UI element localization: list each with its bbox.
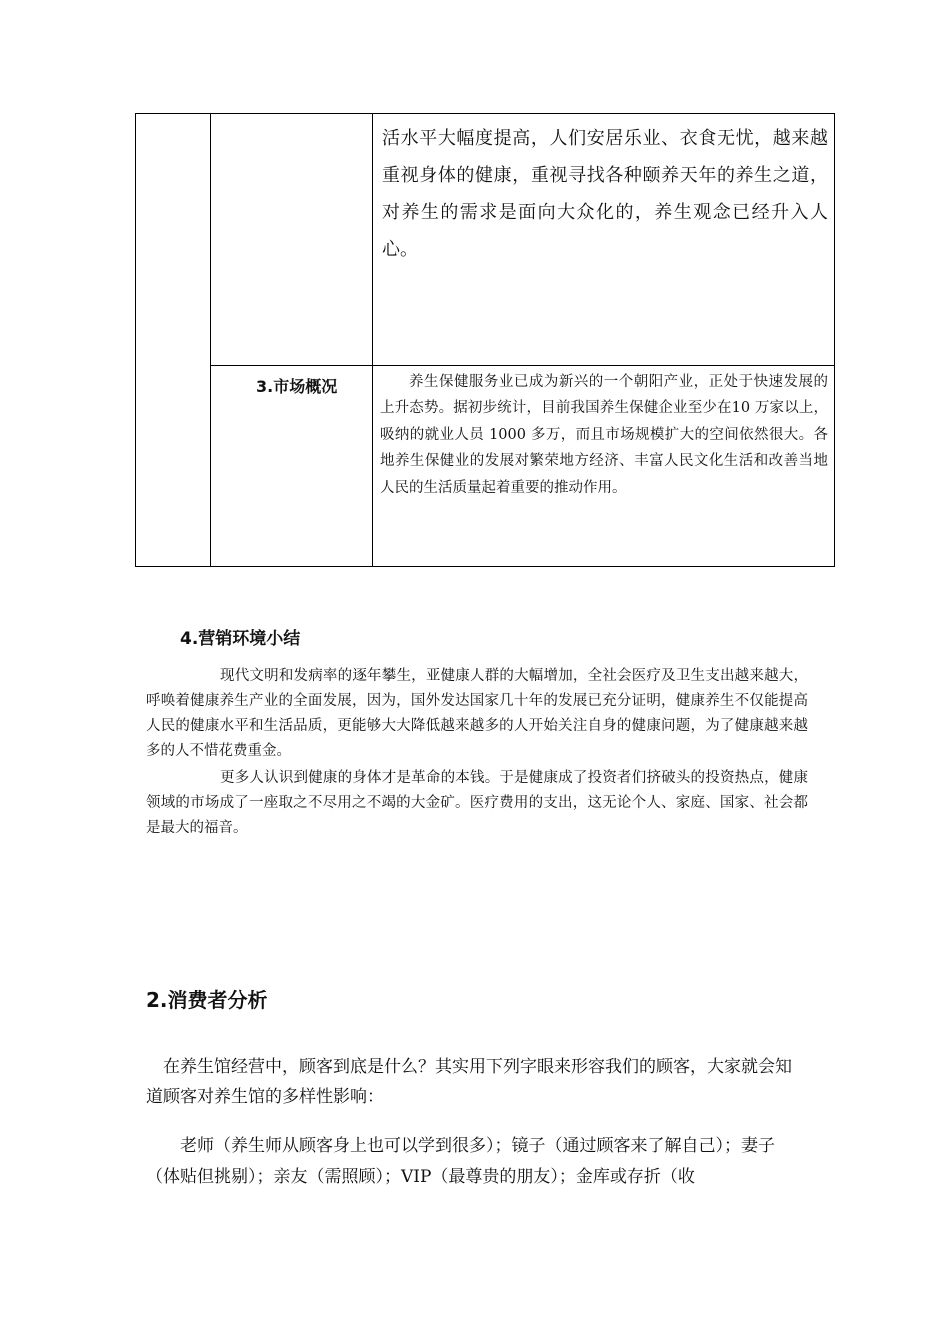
table-column-divider [210, 114, 211, 566]
paragraph: 在养生馆经营中，顾客到底是什么？其实用下列字眼来形容我们的顾客，大家就会知道顾客对养生馆的多样性影响： [146, 1057, 792, 1107]
section-heading: 2.消费者分析 [146, 988, 268, 1012]
table-row-label: 3.市场概况 [256, 377, 338, 396]
table-cell-content: 活水平大幅度提高，人们安居乐业、衣食无忧，越来越重视身体的健康，重视寻找各种颐养天年的养生之道，对养生的需求是面向大众化的，养生观念已经升入人心。 [382, 128, 828, 260]
paragraph: 更多人认识到健康的身体才是革命的本钱。于是健康成了投资者们挤破头的投资热点，健康领域的市场成了一座取之不尽用之不竭的大金矿。医疗费用的支出，这无论个人、家庭、国家、社会都是最大的福音。 [146, 770, 808, 836]
table-column-divider [372, 114, 373, 566]
table-row-divider [210, 365, 834, 366]
table-cell-content: 养生保健服务业已成为新兴的一个朝阳产业，正处于快速发展的上升态势。据初步统计，目前我国养生保健企业至少在10 万家以上，吸纳的就业人员 1000 多万，而且市场规模扩大的空间依然很大。各地养生保健业的发展对繁荣地方经济、丰富人民文化生活和改善当地人民的生活质量起着重要的推动作用。 [380, 374, 828, 496]
paragraph: 现代文明和发病率的逐年攀生，亚健康人群的大幅增加，全社会医疗及卫生支出越来越大，呼唤着健康养生产业的全面发展，因为，国外发达国家几十年的发展已充分证明，健康养生不仅能提高人民的健康水平和生活品质，更能够大大降低越来越多的人开始关注自身的健康问题，为了健康越来越多的人不惜花费重金。 [146, 668, 808, 759]
section-heading: 4.营销环境小结 [180, 629, 301, 649]
paragraph: 老师（养生师从顾客身上也可以学到很多）；镜子（通过顾客来了解自己）；妻子（体贴但挑剔）；亲友（需照顾）；VIP（最尊贵的朋友）；金库或存折（收 [146, 1136, 775, 1187]
